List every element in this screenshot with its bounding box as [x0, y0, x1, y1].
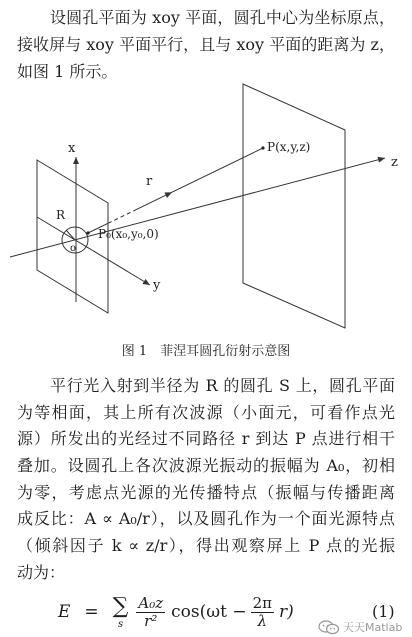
- equation-lhs: E: [58, 602, 71, 622]
- equation-number: (1): [372, 602, 395, 621]
- equation-tail: r): [279, 602, 294, 622]
- paragraph-line: 源）所发出的光经过不同路径 r 到达 P 点进行相干: [17, 429, 395, 449]
- z-axis-label: z: [391, 155, 398, 170]
- figure-diagram: [0, 80, 412, 336]
- paragraph-line: 为零，考虑点光源的光传播特点（振幅与传播距离: [17, 482, 395, 502]
- point-p0: [86, 231, 89, 234]
- phase-fraction: [251, 595, 274, 630]
- origin-label: o: [70, 243, 77, 254]
- point-p-label: P(x,y,z): [267, 140, 311, 154]
- fraction-numerator: A₀z: [138, 593, 164, 612]
- fraction-denominator: λ: [257, 611, 268, 630]
- equals-sign: =: [84, 602, 99, 622]
- radius-label: R: [56, 208, 66, 222]
- r-vector-end: [172, 148, 263, 192]
- r-vector-dashed: [108, 210, 136, 224]
- cosine-term: cos(ωt −: [171, 602, 247, 622]
- paragraph-line: 如图 1 所示。: [17, 62, 118, 81]
- figure-caption: 图 1 菲涅耳圆孔衍射示意图: [121, 344, 291, 359]
- watermark: [318, 619, 402, 635]
- paragraph-line: （倾斜因子 k ∝ z/r），得出观察屏上 P 点的光振: [17, 536, 395, 556]
- paragraph-line: 成反比：A ∝ A₀/r），以及圆孔作为一个面光源特点: [17, 509, 395, 529]
- paragraph-line: 接收屏与 xoy 平面平行，且与 xoy 平面的距离为 z，: [17, 35, 395, 54]
- fraction-denominator: r²: [144, 611, 158, 630]
- amplitude-fraction: [136, 595, 165, 630]
- summation: [113, 595, 129, 630]
- paragraph-line: 动为：: [17, 562, 66, 582]
- z-axis: [10, 158, 385, 257]
- y-axis-label: y: [153, 278, 161, 293]
- equation: [58, 593, 294, 631]
- paragraph-line: 叠加。设圆孔上各次波源光振动的振幅为 A₀，初相: [17, 456, 395, 476]
- paragraph-body: [17, 373, 395, 587]
- r-vector-arrow: [136, 192, 172, 210]
- paragraph-line: 设圆孔平面为 xoy 平面，圆孔中心为坐标原点，: [50, 8, 395, 27]
- sum-index: s: [117, 618, 124, 630]
- x-axis-label: x: [68, 141, 76, 156]
- observation-screen: [243, 84, 345, 328]
- paragraph-line: 为等相面，其上所有次波源（小面元，可看作点光: [17, 402, 395, 422]
- wechat-icon: [318, 620, 340, 635]
- fraction-numerator: 2π: [252, 593, 273, 612]
- paragraph-intro: [17, 4, 395, 85]
- paragraph-line: 平行光入射到半径为 R 的圆孔 S 上，圆孔平面: [50, 376, 395, 395]
- r-label: r: [146, 174, 153, 189]
- sum-symbol: ∑: [112, 593, 129, 619]
- point-p: [261, 146, 264, 149]
- point-p0-label: P₀(x₀,y₀,0): [98, 227, 159, 241]
- watermark-text: 天天Matlab: [343, 621, 403, 634]
